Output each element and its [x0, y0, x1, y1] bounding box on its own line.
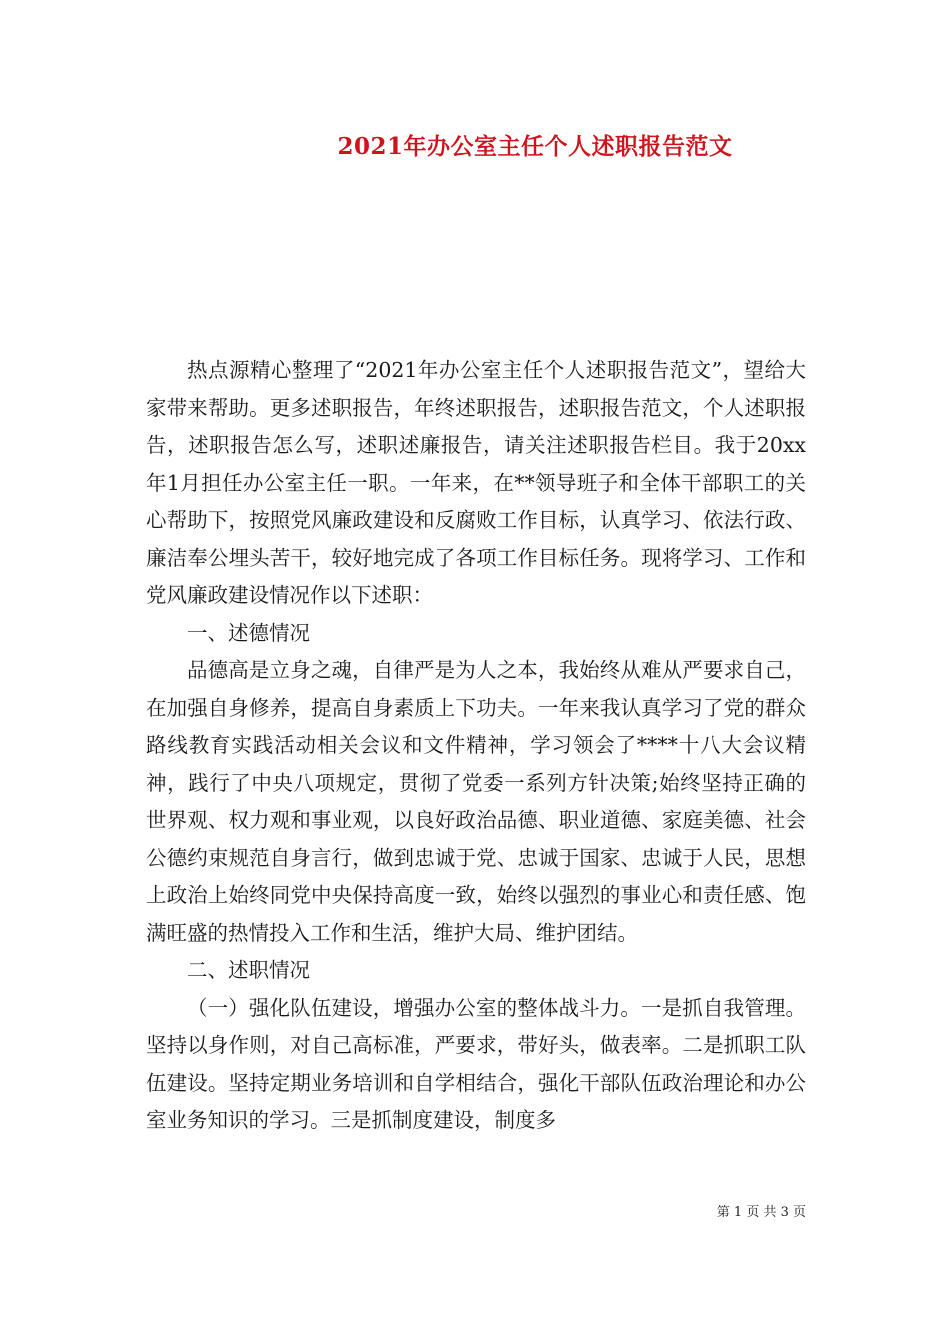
section-heading-1: 一、述德情况 — [187, 620, 310, 645]
section-heading-2: 二、述职情况 — [187, 958, 310, 982]
document-body — [146, 352, 806, 1140]
section-paragraph-1: 品德高是立身之魂，自律严是为人之本，我始终从难从严要求自己，在加强自身修养，提高自身素质上下功夫。一年来我认真学习了党的群众路线教育实践活动相关会议和文件精神，学习领会了****十八大会议精神，践行了中央八项规定，贯彻了党委一系列方针决策;始终坚持正确的世界观、权力观和事业观，以良好政治品德、职业道德、家庭美德、社会公德约束规范自身言行，做到忠诚于党、忠诚于国家、忠诚于人民，思想上政治上始终同党中央保持高度一致，始终以强烈的事业心和责任感、饱满旺盛的热情投入工作和生活，维护大局、维护团结。 — [146, 658, 806, 945]
page-number: 第 1 页 共 3 页 — [716, 1205, 806, 1220]
section-paragraph-2: （一）强化队伍建设，增强办公室的整体战斗力。一是抓自我管理。坚持以身作则，对自己高标准，严要求，带好头，做表率。二是抓职工队伍建设。坚持定期业务培训和自学相结合，强化干部队伍政治理论和办公室业务知识的学习。三是抓制度建设，制度多 — [146, 995, 806, 1132]
document-title: 2021年办公室主任个人述职报告范文 — [337, 133, 733, 160]
intro-paragraph: 热点源精心整理了“2021年办公室主任个人述职报告范文”，望给大家带来帮助。更多述职报告，年终述职报告，述职报告范文，个人述职报告，述职报告怎么写，述职述廉报告，请关注述职报告栏目。我于20xx年1月担任办公室主任一职。一年来，在**领导班子和全体干部职工的关心帮助下，按照党风廉政建设和反腐败工作目标，认真学习、依法行政、廉洁奉公埋头苦干，较好地完成了各项工作目标任务。现将学习、工作和党风廉政建设情况作以下述职： — [146, 358, 806, 607]
